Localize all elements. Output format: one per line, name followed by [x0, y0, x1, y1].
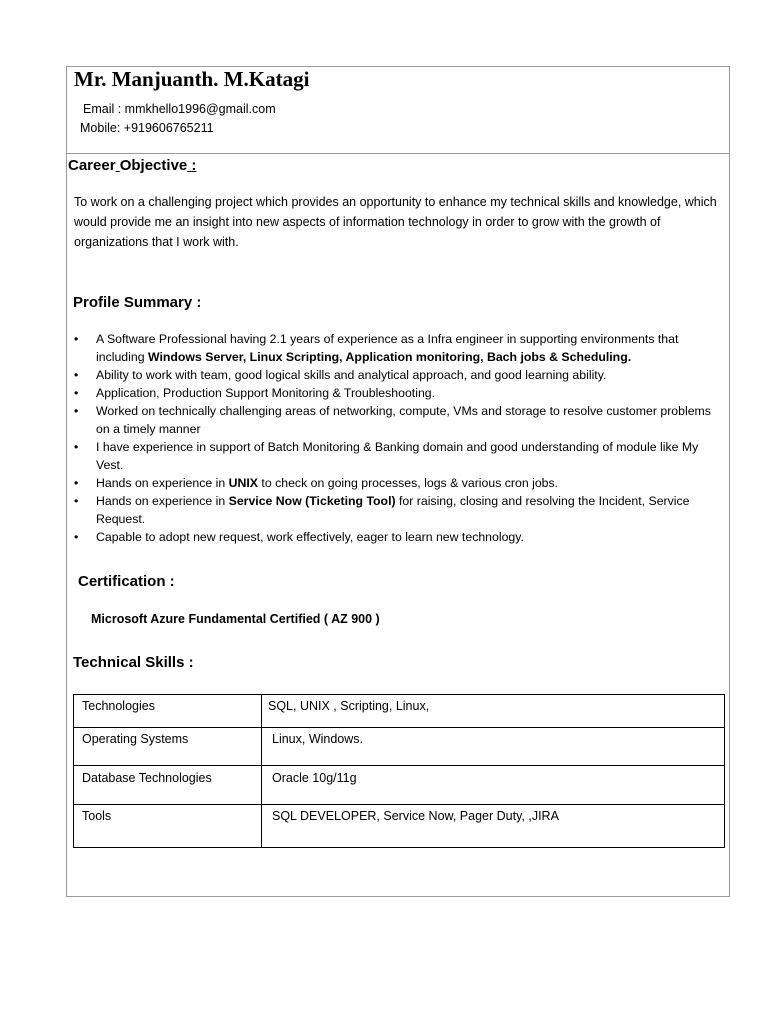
skill-label: Technologies	[74, 695, 262, 728]
summary-item: • Ability to work with team, good logical skills and analytical approach, and good learning ability.	[74, 366, 724, 384]
profile-summary-list	[74, 330, 724, 546]
career-title-word1: Career	[68, 157, 116, 174]
certification-text: Microsoft Azure Fundamental Certified ( AZ 900 )	[91, 612, 380, 626]
career-title-colon: :	[187, 157, 197, 174]
career-title-word2: Objective	[119, 157, 188, 174]
email-line: Email : mmkhello1996@gmail.com	[83, 102, 276, 116]
table-row	[74, 766, 725, 805]
summary-item: • Capable to adopt new request, work effectively, eager to learn new technology.	[74, 528, 724, 546]
skill-value: Linux, Windows.	[262, 728, 725, 766]
summary-item: • I have experience in support of Batch Monitoring & Banking domain and good understanding of module like My Vest.	[74, 438, 724, 474]
skill-value: Oracle 10g/11g	[262, 766, 725, 805]
career-objective-heading	[68, 157, 196, 174]
skill-label: Operating Systems	[74, 728, 262, 766]
mobile-line: Mobile: +919606765211	[80, 121, 214, 135]
skill-label: Tools	[74, 805, 262, 848]
table-row	[74, 695, 725, 728]
skill-value: SQL, UNIX , Scripting, Linux,	[262, 695, 725, 728]
career-objective-text: To work on a challenging project which provides an opportunity to enhance my technical skills and knowledge, which would provide me an insight into new aspects of information technology in order to grow with the growth of organizations that I work with.	[74, 195, 717, 249]
technical-skills-heading: Technical Skills :	[73, 654, 194, 671]
summary-item: • Hands on experience in UNIX to check on going processes, logs & various cron jobs.	[74, 474, 724, 492]
profile-summary-heading: Profile Summary :	[73, 294, 202, 311]
summary-item: • Hands on experience in Service Now (Ticketing Tool) for raising, closing and resolving the Incident, Service Request.	[74, 492, 724, 528]
summary-item: • Application, Production Support Monitoring & Troubleshooting.	[74, 384, 724, 402]
table-row	[74, 728, 725, 766]
certification-heading: Certification :	[78, 573, 175, 590]
table-row	[74, 805, 725, 848]
summary-item: • A Software Professional having 2.1 years of experience as a Infra engineer in supporting environments that including Windows Server, Linux Scripting, Application monitoring, Bach jobs & Scheduling.	[74, 330, 724, 366]
skill-value: SQL DEVELOPER, Service Now, Pager Duty, ,JIRA	[262, 805, 725, 848]
skill-label: Database Technologies	[74, 766, 262, 805]
candidate-name: Mr. Manjuanth. M.Katagi	[74, 67, 310, 91]
technical-skills-table	[73, 694, 725, 848]
header-divider	[66, 153, 730, 154]
summary-item: • Worked on technically challenging areas of networking, compute, VMs and storage to resolve customer problems on a timely manner	[74, 402, 724, 438]
